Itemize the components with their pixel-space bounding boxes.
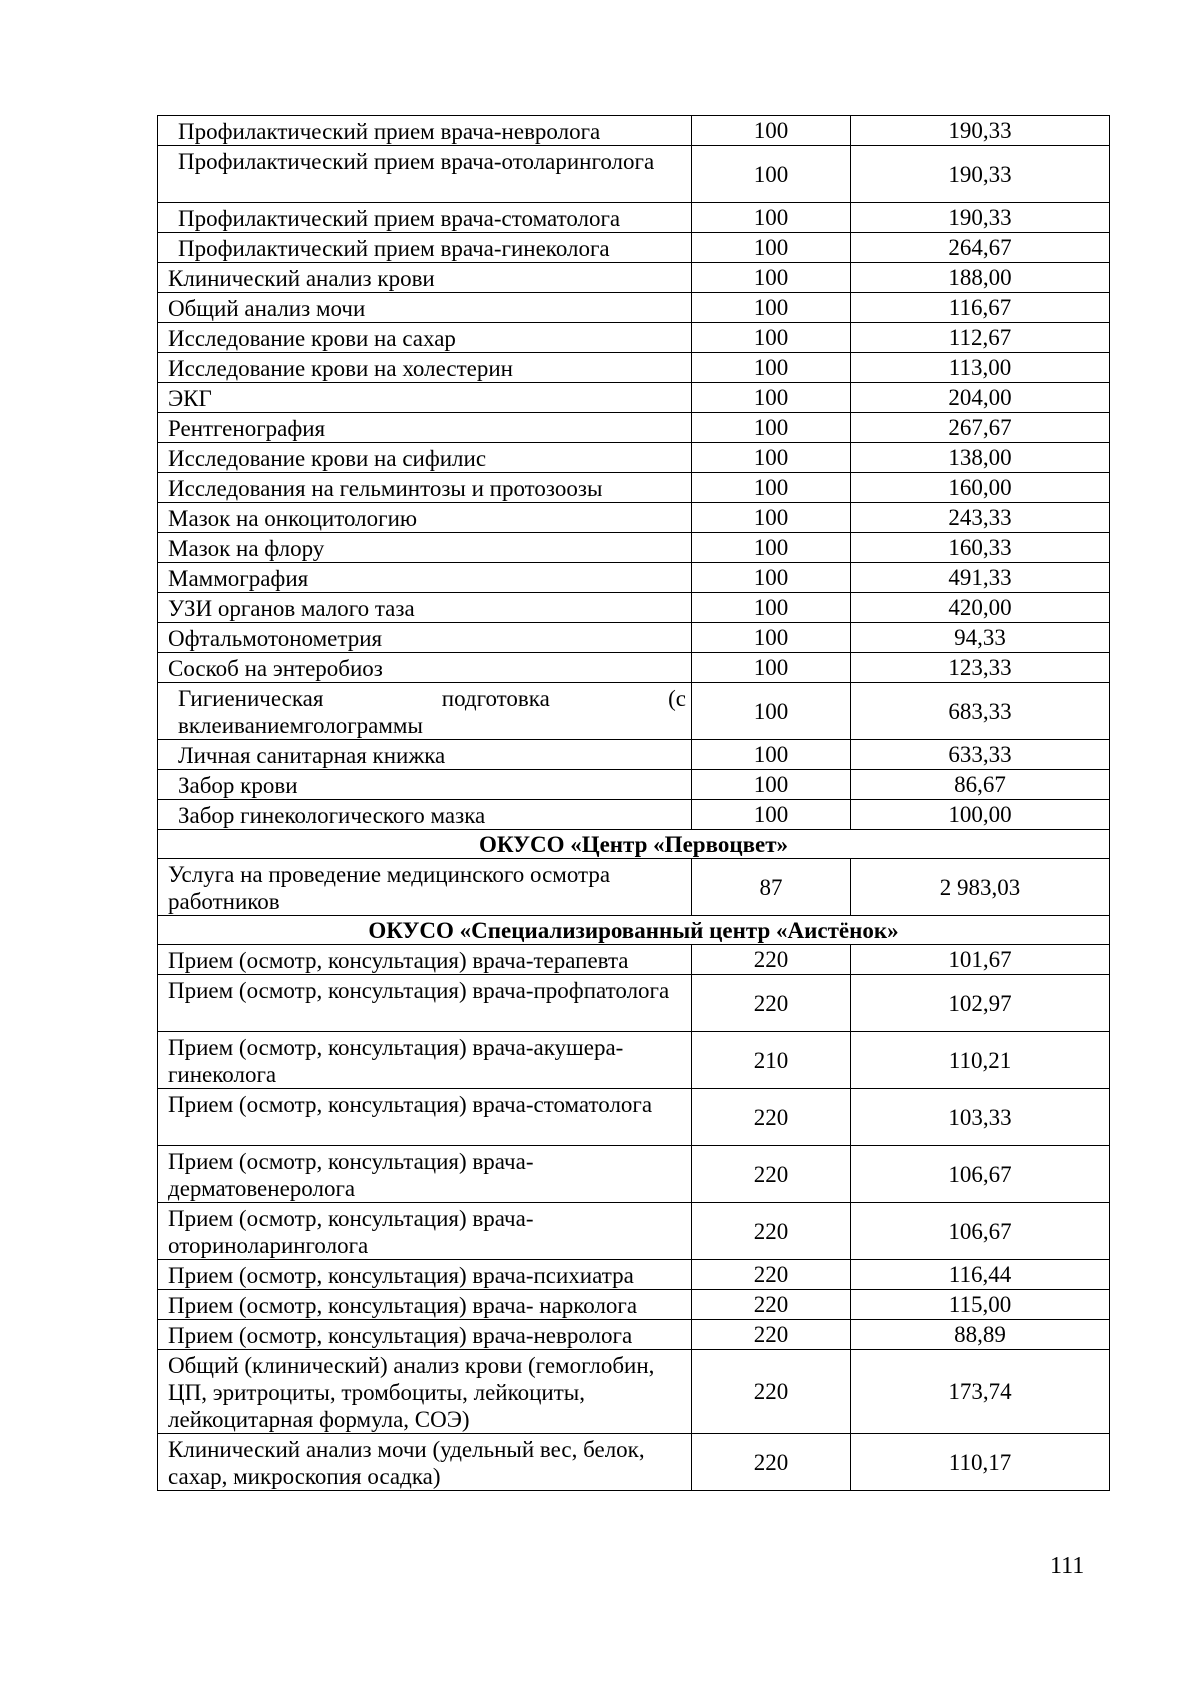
quantity-cell: 100 [692, 413, 851, 443]
quantity-cell: 100 [692, 293, 851, 323]
table-row [158, 1089, 1110, 1146]
quantity-cell: 100 [692, 563, 851, 593]
table-row [158, 1434, 1110, 1491]
table-row [158, 203, 1110, 233]
service-name-cell: Прием (осмотр, консультация) врача- нарколога [158, 1290, 692, 1320]
quantity-cell: 100 [692, 503, 851, 533]
table-row [158, 1260, 1110, 1290]
service-name-cell: Прием (осмотр, консультация) врача-невролога [158, 1320, 692, 1350]
price-cell: 106,67 [851, 1146, 1110, 1203]
service-name-cell: Прием (осмотр, консультация) врача-акушера-гинеколога [158, 1032, 692, 1089]
quantity-cell: 220 [692, 1350, 851, 1434]
price-cell: 116,44 [851, 1260, 1110, 1290]
quantity-cell: 220 [692, 1203, 851, 1260]
quantity-cell: 220 [692, 975, 851, 1032]
price-cell: 190,33 [851, 203, 1110, 233]
quantity-cell: 100 [692, 653, 851, 683]
table-row [158, 1146, 1110, 1203]
service-name-cell: Мазок на флору [158, 533, 692, 563]
service-name-cell: Профилактический прием врача-стоматолога [158, 203, 692, 233]
price-cell: 113,00 [851, 353, 1110, 383]
table-row [158, 533, 1110, 563]
quantity-cell: 220 [692, 1260, 851, 1290]
table-row [158, 503, 1110, 533]
price-cell: 683,33 [851, 683, 1110, 740]
price-cell: 115,00 [851, 1290, 1110, 1320]
service-name-cell: Прием (осмотр, консультация) врача-профпатолога [158, 975, 692, 1032]
table-row [158, 1203, 1110, 1260]
service-name-cell: Офтальмотонометрия [158, 623, 692, 653]
price-cell: 110,21 [851, 1032, 1110, 1089]
table-row [158, 1032, 1110, 1089]
price-cell: 86,67 [851, 770, 1110, 800]
service-name-cell: Клинический анализ мочи (удельный вес, белок, сахар, микроскопия осадка) [158, 1434, 692, 1491]
table-row [158, 1320, 1110, 1350]
table-row [158, 383, 1110, 413]
section-title: ОКУСО «Специализированный центр «Аистёнок» [158, 916, 1110, 945]
price-cell: 94,33 [851, 623, 1110, 653]
quantity-cell: 100 [692, 533, 851, 563]
price-cell: 112,67 [851, 323, 1110, 353]
section-title: ОКУСО «Центр «Первоцвет» [158, 830, 1110, 859]
service-name-cell: Профилактический прием врача-отоларинголога [158, 146, 692, 203]
service-name-cell: Соскоб на энтеробиоз [158, 653, 692, 683]
quantity-cell: 100 [692, 740, 851, 770]
quantity-cell: 220 [692, 1320, 851, 1350]
service-name-cell: Мазок на онкоцитологию [158, 503, 692, 533]
quantity-cell: 100 [692, 116, 851, 146]
table-row [158, 653, 1110, 683]
section-header-row [158, 830, 1110, 859]
price-cell: 116,67 [851, 293, 1110, 323]
service-name-cell: Исследования на гельминтозы и протозоозы [158, 473, 692, 503]
service-name-cell: Забор крови [158, 770, 692, 800]
page-number: 111 [1050, 1553, 1085, 1579]
service-name-cell: Забор гинекологического мазка [158, 800, 692, 830]
price-cell: 267,67 [851, 413, 1110, 443]
quantity-cell: 100 [692, 623, 851, 653]
price-cell: 138,00 [851, 443, 1110, 473]
price-cell: 100,00 [851, 800, 1110, 830]
table-row [158, 770, 1110, 800]
quantity-cell: 100 [692, 443, 851, 473]
quantity-cell: 100 [692, 800, 851, 830]
price-cell: 243,33 [851, 503, 1110, 533]
quantity-cell: 100 [692, 146, 851, 203]
price-cell: 188,00 [851, 263, 1110, 293]
table-row [158, 413, 1110, 443]
quantity-cell: 220 [692, 1089, 851, 1146]
price-table [157, 115, 1110, 1491]
price-cell: 420,00 [851, 593, 1110, 623]
table-row [158, 1290, 1110, 1320]
price-cell: 204,00 [851, 383, 1110, 413]
price-cell: 190,33 [851, 116, 1110, 146]
service-name-cell: Прием (осмотр, консультация) врача-дерматовенеролога [158, 1146, 692, 1203]
price-cell: 110,17 [851, 1434, 1110, 1491]
service-name-cell: Профилактический прием врача-невролога [158, 116, 692, 146]
price-cell: 264,67 [851, 233, 1110, 263]
price-cell: 106,67 [851, 1203, 1110, 1260]
price-cell: 103,33 [851, 1089, 1110, 1146]
price-cell: 2 983,03 [851, 859, 1110, 916]
table-row [158, 473, 1110, 503]
price-cell: 123,33 [851, 653, 1110, 683]
table-row [158, 1350, 1110, 1434]
price-cell: 491,33 [851, 563, 1110, 593]
service-name-cell: Прием (осмотр, консультация) врача-терапевта [158, 945, 692, 975]
quantity-cell: 100 [692, 323, 851, 353]
table-row [158, 293, 1110, 323]
quantity-cell: 210 [692, 1032, 851, 1089]
service-name-cell: Прием (осмотр, консультация) врача-оториноларинголога [158, 1203, 692, 1260]
table-row [158, 563, 1110, 593]
quantity-cell: 100 [692, 473, 851, 503]
service-name-cell: Исследование крови на сахар [158, 323, 692, 353]
service-name-cell: Прием (осмотр, консультация) врача-стоматолога [158, 1089, 692, 1146]
quantity-cell: 220 [692, 1290, 851, 1320]
price-table-container [157, 115, 1109, 1491]
table-row [158, 233, 1110, 263]
quantity-cell: 100 [692, 683, 851, 740]
table-row [158, 353, 1110, 383]
table-row [158, 263, 1110, 293]
price-cell: 173,74 [851, 1350, 1110, 1434]
quantity-cell: 87 [692, 859, 851, 916]
price-cell: 160,33 [851, 533, 1110, 563]
table-row [158, 116, 1110, 146]
quantity-cell: 100 [692, 263, 851, 293]
table-row [158, 443, 1110, 473]
quantity-cell: 100 [692, 233, 851, 263]
service-name-cell: Общий анализ мочи [158, 293, 692, 323]
table-row [158, 975, 1110, 1032]
table-row [158, 683, 1110, 740]
table-row [158, 859, 1110, 916]
service-name-cell: Маммография [158, 563, 692, 593]
service-name-cell: Клинический анализ крови [158, 263, 692, 293]
section-header-row [158, 916, 1110, 945]
price-cell: 102,97 [851, 975, 1110, 1032]
service-name-cell: Личная санитарная книжка [158, 740, 692, 770]
table-row [158, 800, 1110, 830]
quantity-cell: 220 [692, 1146, 851, 1203]
service-name-cell: УЗИ органов малого таза [158, 593, 692, 623]
table-row [158, 146, 1110, 203]
price-cell: 88,89 [851, 1320, 1110, 1350]
table-row [158, 945, 1110, 975]
quantity-cell: 100 [692, 353, 851, 383]
service-name-cell: ЭКГ [158, 383, 692, 413]
quantity-cell: 100 [692, 593, 851, 623]
service-name-cell: Гигиеническая подготовка (с вклеиваниемголограммы [158, 683, 692, 740]
price-cell: 190,33 [851, 146, 1110, 203]
quantity-cell: 220 [692, 945, 851, 975]
service-name-cell: Профилактический прием врача-гинеколога [158, 233, 692, 263]
table-row [158, 623, 1110, 653]
quantity-cell: 100 [692, 770, 851, 800]
service-name-cell: Прием (осмотр, консультация) врача-психиатра [158, 1260, 692, 1290]
service-name-cell: Исследование крови на холестерин [158, 353, 692, 383]
service-name-cell: Общий (клинический) анализ крови (гемоглобин, ЦП, эритроциты, тромбоциты, лейкоциты, лейкоцитарная формула, СОЭ) [158, 1350, 692, 1434]
table-row [158, 593, 1110, 623]
service-name-cell: Услуга на проведение медицинского осмотра работников [158, 859, 692, 916]
service-name-cell: Исследование крови на сифилис [158, 443, 692, 473]
quantity-cell: 220 [692, 1434, 851, 1491]
table-row [158, 323, 1110, 353]
price-cell: 160,00 [851, 473, 1110, 503]
price-cell: 633,33 [851, 740, 1110, 770]
price-cell: 101,67 [851, 945, 1110, 975]
service-name-cell: Рентгенография [158, 413, 692, 443]
table-row [158, 740, 1110, 770]
quantity-cell: 100 [692, 383, 851, 413]
quantity-cell: 100 [692, 203, 851, 233]
table-body [158, 116, 1110, 1491]
